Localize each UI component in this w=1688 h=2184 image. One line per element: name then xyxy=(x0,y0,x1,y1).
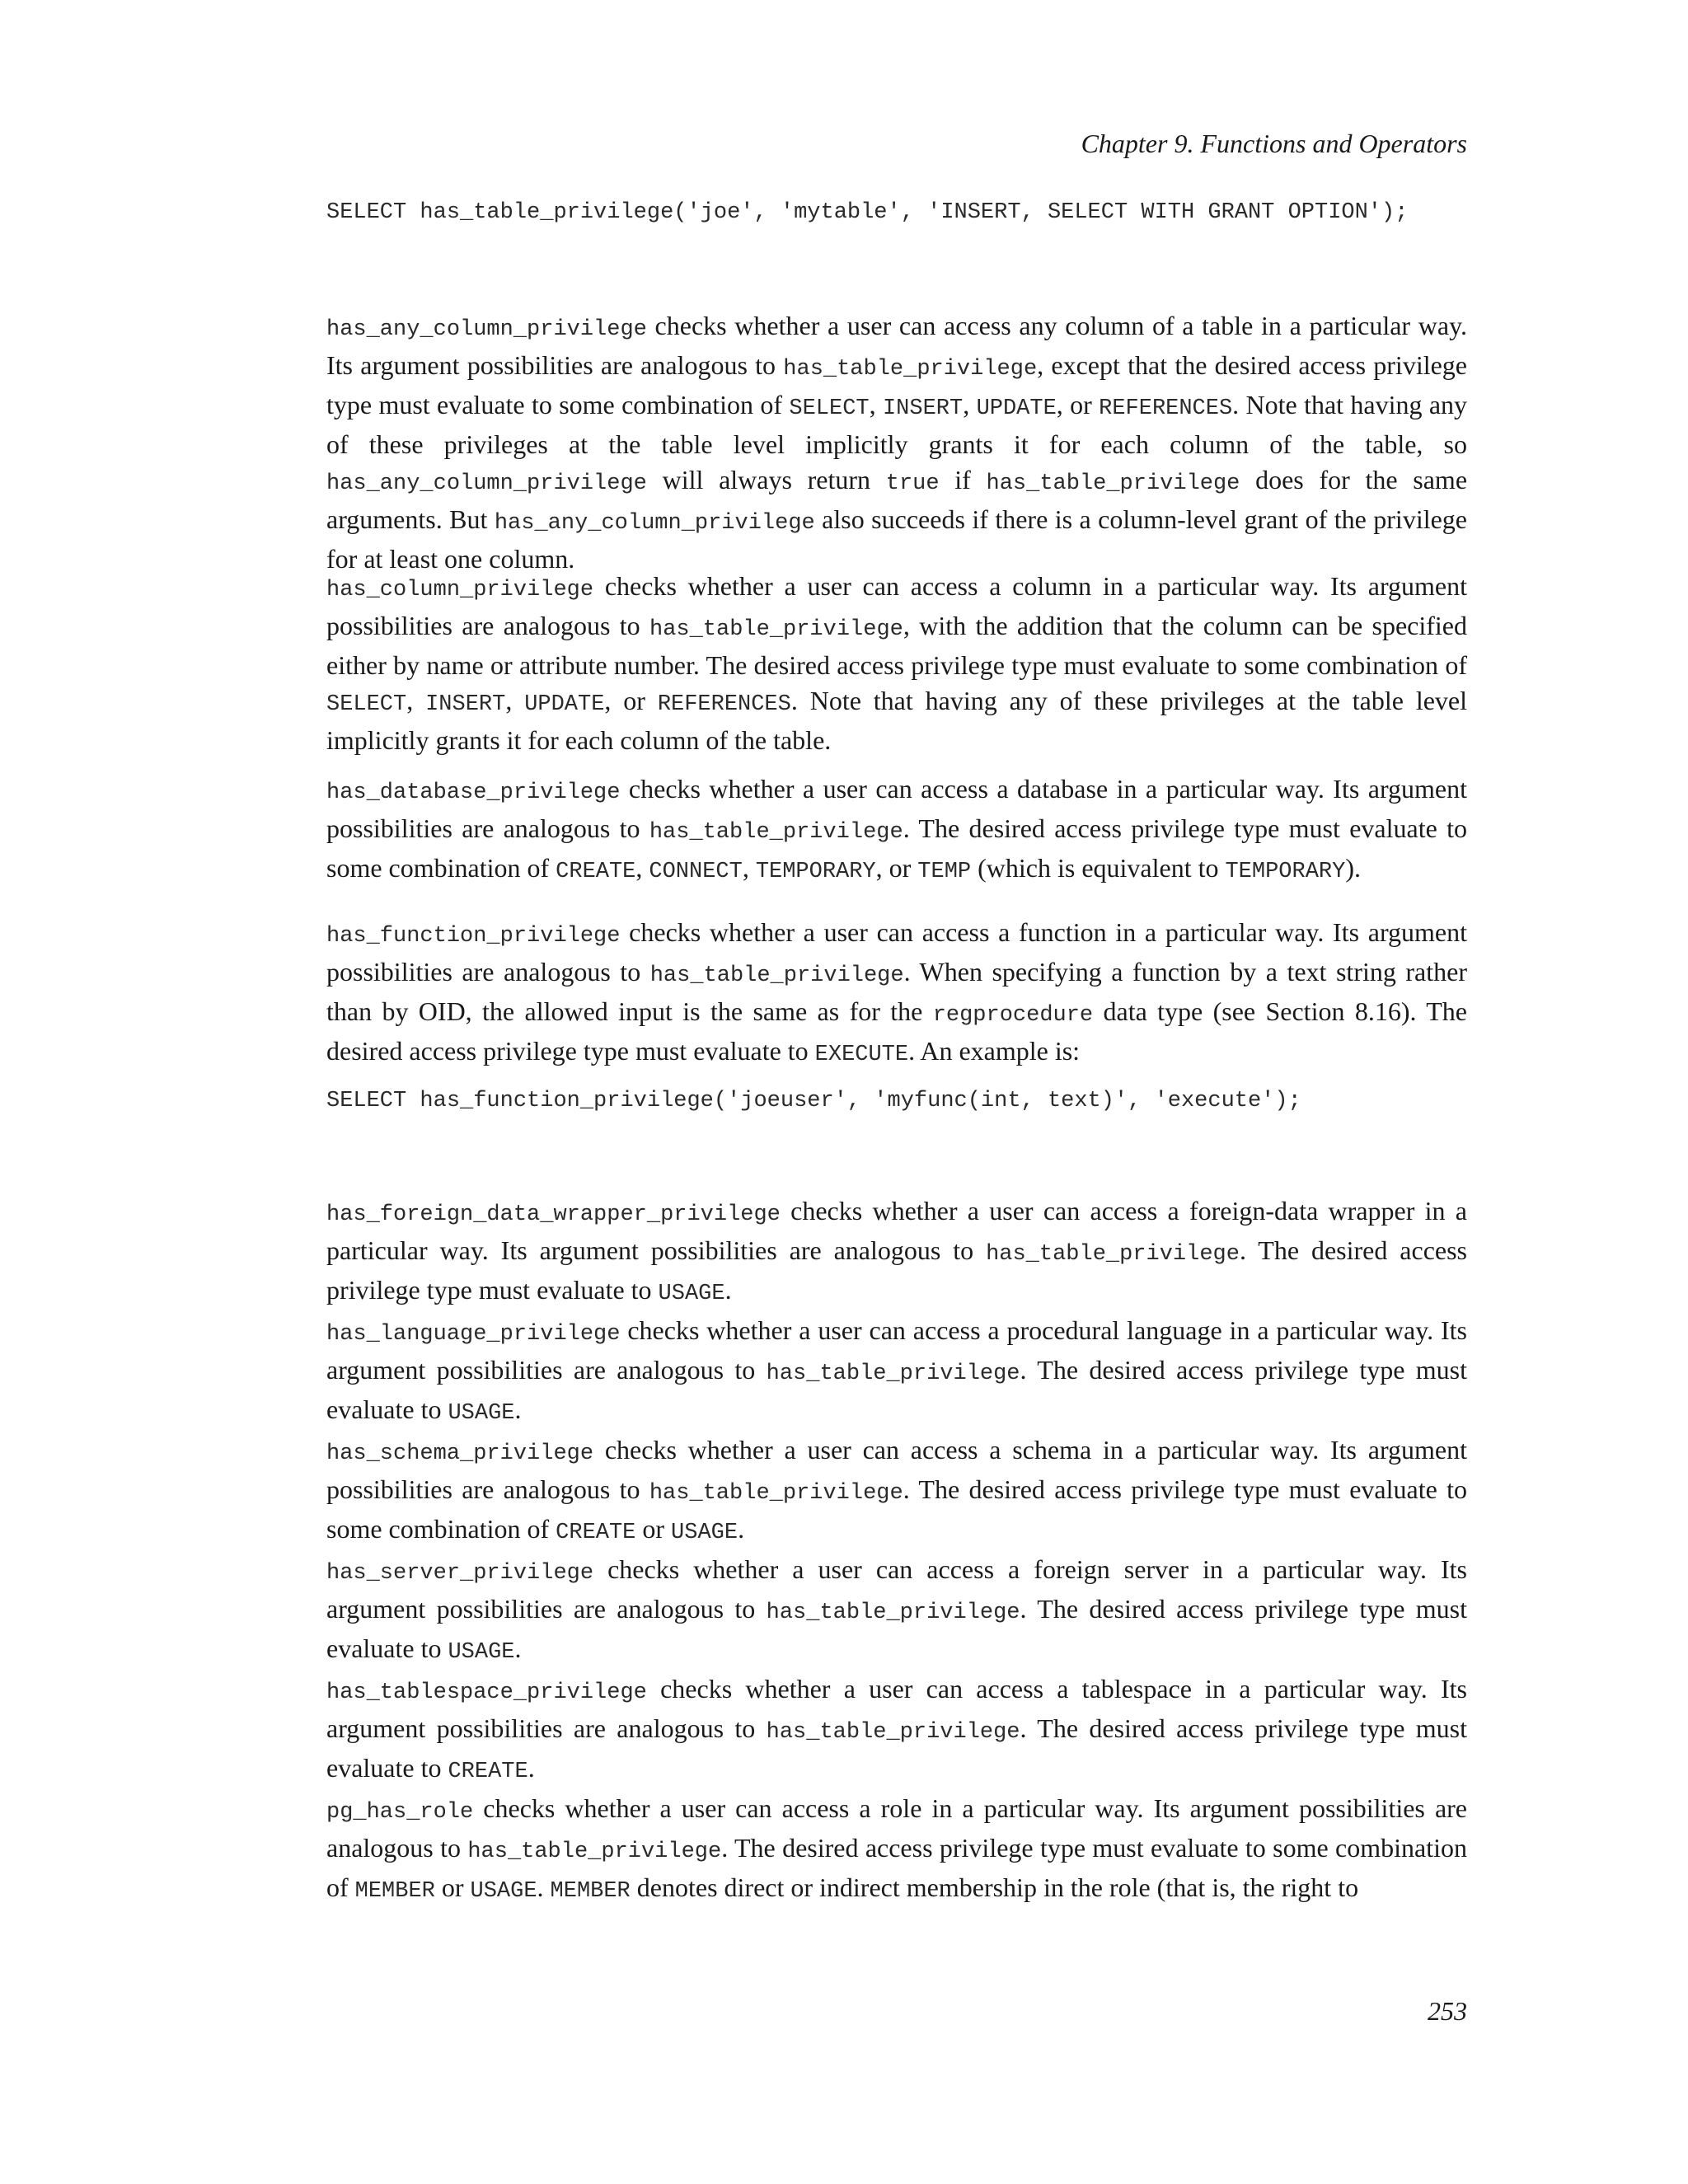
code-identifier: has_table_privilege xyxy=(766,1361,1020,1386)
paragraph-has-any-column-privilege xyxy=(326,308,1467,577)
code-identifier: regprocedure xyxy=(932,1003,1094,1028)
paragraph-text: . xyxy=(528,1753,535,1783)
paragraph-text: . The desired access privilege type must evaluate to some combination of xyxy=(326,813,1468,883)
paragraph-text: . xyxy=(537,1872,551,1902)
paragraph-has-foreign-data-wrapper-privilege xyxy=(326,1193,1467,1312)
paragraph-text: . The desired access privilege type must evaluate to xyxy=(326,1355,1468,1424)
paragraph-text: checks whether a user can access a function in a particular way. Its argument possibilities are analogous to xyxy=(326,917,1467,987)
code-identifier: has_table_privilege xyxy=(783,357,1038,382)
code-example-table-privilege: SELECT has_table_privilege('joe', 'mytable', 'INSERT, SELECT WITH GRANT OPTION'); xyxy=(326,200,1409,225)
paragraph-text: , xyxy=(869,390,883,419)
code-identifier: has_table_privilege xyxy=(649,820,903,845)
code-identifier: has_table_privilege xyxy=(766,1601,1020,1625)
code-identifier: has_foreign_data_wrapper_privilege xyxy=(326,1202,781,1227)
code-identifier: EXECUTE xyxy=(814,1043,909,1067)
code-example-function-privilege: SELECT has_function_privilege('joeuser', 'myfunc(int, text)', 'execute'); xyxy=(326,1089,1301,1113)
paragraph-text: . xyxy=(724,1275,732,1305)
code-identifier: REFERENCES xyxy=(657,692,791,717)
paragraph-text: . Note that having any of these privileges at the table level implicitly grants it for each column of the table. xyxy=(326,686,1468,755)
code-identifier: UPDATE xyxy=(976,396,1057,421)
paragraph-text: , or xyxy=(1056,390,1100,419)
paragraph-has-function-privilege xyxy=(326,915,1467,1073)
paragraph-text: checks whether a user can access any column of a table in a particular way. Its argument possibilities are analogous to xyxy=(326,311,1467,380)
paragraph-text: checks whether a user can access a foreign-data wrapper in a particular way. Its argument possibilities are analogous to xyxy=(326,1196,1467,1265)
paragraph-text: . The desired access privilege type must evaluate to xyxy=(326,1594,1468,1663)
code-identifier: MEMBER xyxy=(354,1879,435,1904)
code-identifier: TEMP xyxy=(917,860,972,884)
code-identifier: USAGE xyxy=(448,1401,515,1426)
code-identifier: true xyxy=(885,471,940,496)
code-identifier: pg_has_role xyxy=(326,1800,474,1825)
code-identifier: has_server_privilege xyxy=(326,1561,594,1586)
paragraph-text: checks whether a user can access a tablespace in a particular way. Its argument possibilities are analogous to xyxy=(326,1674,1467,1743)
paragraph-text: , xyxy=(635,853,649,883)
paragraph-text: , xyxy=(963,390,977,419)
code-identifier: INSERT xyxy=(425,692,506,717)
code-identifier: has_any_column_privilege xyxy=(494,511,815,536)
paragraph-text: , except that the desired access privilege type must evaluate to some combination of xyxy=(326,350,1468,419)
paragraph-has-tablespace-privilege xyxy=(326,1671,1467,1790)
paragraph-text: checks whether a user can access a database in a particular way. Its argument possibilities are analogous to xyxy=(326,774,1467,843)
paragraph-text: checks whether a user can access a column in a particular way. Its argument possibilities are analogous to xyxy=(326,571,1467,640)
paragraph-text: , xyxy=(742,853,756,883)
code-identifier: TEMPORARY xyxy=(1225,860,1346,884)
paragraph-has-database-privilege xyxy=(326,771,1467,890)
code-identifier: SELECT xyxy=(326,692,407,717)
paragraph-text: . The desired access privilege type must evaluate to xyxy=(326,1713,1468,1783)
code-identifier: has_any_column_privilege xyxy=(326,317,647,342)
code-identifier: has_tablespace_privilege xyxy=(326,1680,647,1705)
code-identifier: TEMPORARY xyxy=(755,860,876,884)
paragraph-has-column-privilege xyxy=(326,569,1467,758)
code-identifier: has_table_privilege xyxy=(649,963,904,988)
code-identifier: SELECT xyxy=(789,396,870,421)
paragraph-has-server-privilege xyxy=(326,1552,1467,1671)
paragraph-text: , with the addition that the column can be specified either by name or attribute number. The desired access privilege type must evaluate to some combination of xyxy=(326,611,1468,680)
paragraph-text: checks whether a user can access a role in a particular way. Its argument possibilities are analogous to xyxy=(326,1793,1467,1863)
paragraph-text: . xyxy=(514,1394,522,1424)
paragraph-text: . The desired access privilege type must evaluate to xyxy=(326,1235,1467,1305)
paragraph-pg-has-role xyxy=(326,1791,1467,1910)
code-identifier: REFERENCES xyxy=(1099,396,1233,421)
paragraph-text: . xyxy=(738,1514,745,1544)
code-identifier: has_table_privilege xyxy=(986,471,1240,496)
code-identifier: CONNECT xyxy=(649,860,743,884)
paragraph-text: , xyxy=(406,686,426,715)
paragraph-has-language-privilege xyxy=(326,1313,1467,1432)
code-identifier: USAGE xyxy=(470,1879,537,1904)
paragraph-text: checks whether a user can access a foreign server in a particular way. Its argument possibilities are analogous to xyxy=(326,1554,1467,1624)
paragraph-text: (which is equivalent to xyxy=(971,853,1226,883)
code-identifier: has_any_column_privilege xyxy=(326,471,647,496)
code-identifier: USAGE xyxy=(448,1640,515,1665)
code-identifier: has_table_privilege xyxy=(986,1242,1240,1267)
chapter-header: Chapter 9. Functions and Operators xyxy=(1081,129,1467,158)
paragraph-text: ). xyxy=(1345,853,1361,883)
code-identifier: has_language_privilege xyxy=(326,1322,621,1347)
code-identifier: has_table_privilege xyxy=(649,617,903,642)
paragraph-text: , or xyxy=(604,686,658,715)
paragraph-text: data type (see Section 8.16). The desired access privilege type must evaluate to xyxy=(326,996,1468,1066)
code-identifier: has_table_privilege xyxy=(649,1481,903,1506)
code-identifier: USAGE xyxy=(658,1282,725,1306)
code-identifier: has_schema_privilege xyxy=(326,1441,594,1466)
code-identifier: MEMBER xyxy=(550,1879,631,1904)
paragraph-text: . xyxy=(514,1633,522,1663)
paragraph-text: . The desired access privilege type must evaluate to some combination of xyxy=(326,1474,1468,1544)
code-identifier: CREATE xyxy=(448,1760,528,1784)
paragraph-text: or xyxy=(635,1514,672,1544)
code-identifier: CREATE xyxy=(556,1521,636,1545)
paragraph-text: . Note that having any of these privileges at the table level implicitly grants it for each column of the table, so xyxy=(326,390,1468,459)
paragraph-text: if xyxy=(939,465,987,494)
page-number: 253 xyxy=(1428,1996,1467,2026)
paragraph-text: . An example is: xyxy=(908,1036,1081,1066)
paragraph-text: also succeeds if there is a column-level grant of the privilege for at least one column. xyxy=(326,504,1468,574)
paragraph-text: , or xyxy=(875,853,918,883)
paragraph-text: . When specifying a function by a text string rather than by OID, the allowed input is the same as for the xyxy=(326,957,1468,1026)
code-identifier: CREATE xyxy=(556,860,636,884)
paragraph-text: , xyxy=(505,686,525,715)
paragraph-text: does for the same arguments. But xyxy=(326,465,1468,534)
code-identifier: has_table_privilege xyxy=(766,1720,1020,1745)
paragraph-has-schema-privilege xyxy=(326,1432,1467,1551)
code-identifier: USAGE xyxy=(671,1521,738,1545)
code-identifier: INSERT xyxy=(882,396,964,421)
code-identifier: has_column_privilege xyxy=(326,578,594,602)
code-identifier: has_table_privilege xyxy=(467,1840,722,1864)
paragraph-text: checks whether a user can access a schema in a particular way. Its argument possibilities are analogous to xyxy=(326,1435,1467,1504)
paragraph-text: or xyxy=(434,1872,471,1902)
code-identifier: has_function_privilege xyxy=(326,924,621,949)
paragraph-text: will always return xyxy=(646,465,886,494)
paragraph-text: . The desired access privilege type must evaluate to some combination of xyxy=(326,1833,1468,1902)
paragraph-text: denotes direct or indirect membership in the role (that is, the right to xyxy=(630,1872,1359,1902)
code-identifier: has_database_privilege xyxy=(326,780,621,805)
paragraph-text: checks whether a user can access a procedural language in a particular way. Its argument possibilities are analogous to xyxy=(326,1315,1467,1385)
code-identifier: UPDATE xyxy=(524,692,605,717)
